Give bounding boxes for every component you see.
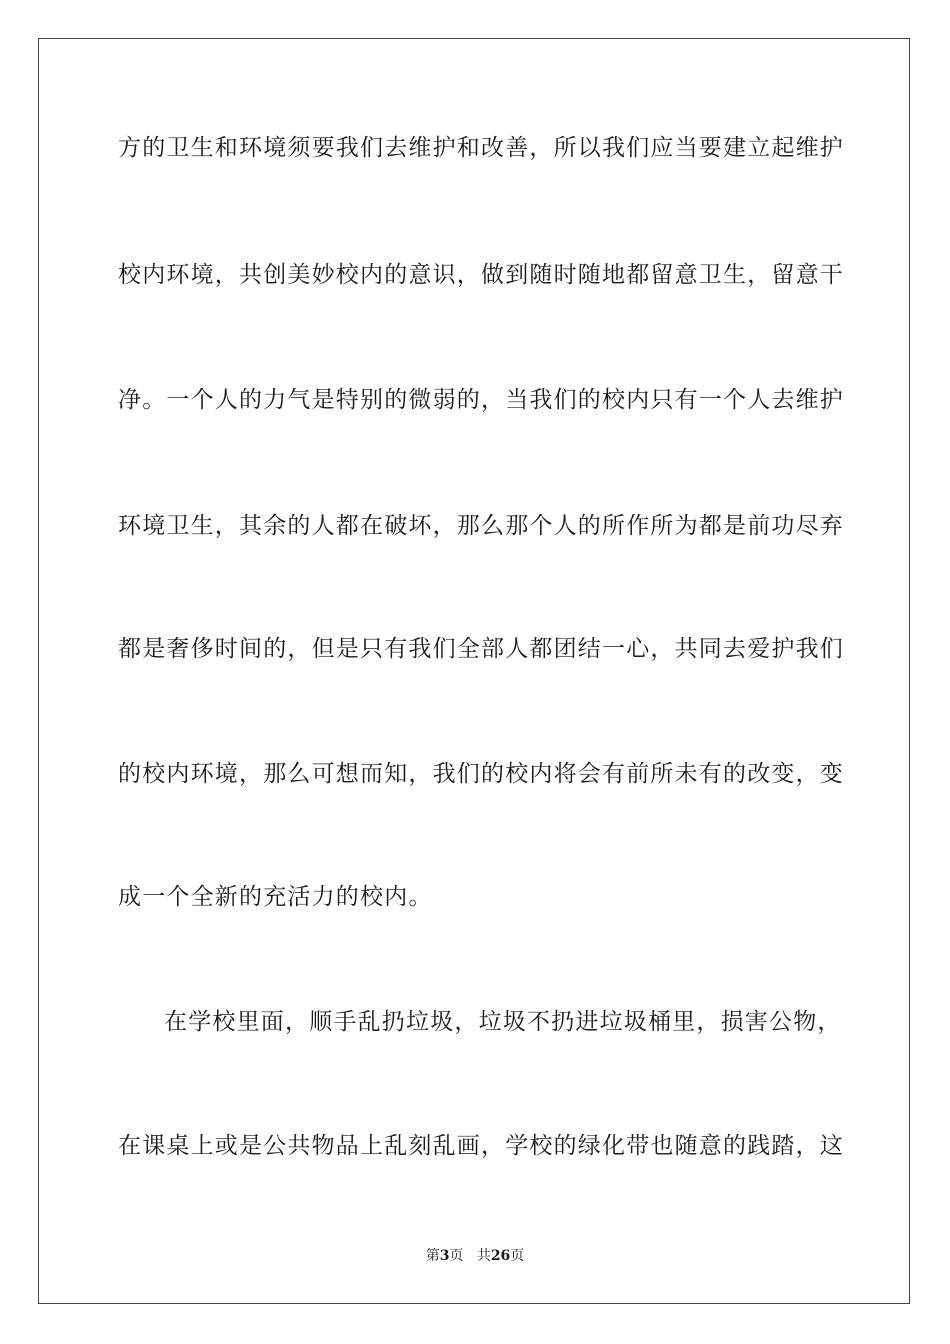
footer-page-number: 3 [439,1248,450,1264]
body-text-line-8: 在学校里面，顺手乱扔垃圾，垃圾不扔进垃圾桶里，损害公物， [164,1009,842,1035]
footer-page-suffix: 页 [449,1248,464,1264]
footer-total-suffix: 页 [510,1248,525,1264]
page-border [38,38,910,1304]
body-text-line-7: 成一个全新的充活力的校内。 [118,884,433,910]
body-text-line-2: 校内环境，共创美妙校内的意识，做到随时随地都留意卫生，留意干 [118,262,844,288]
body-text-line-1: 方的卫生和环境须要我们去维护和改善，所以我们应当要建立起维护 [118,135,844,161]
page-footer [0,1246,950,1266]
body-text-line-5: 都是奢侈时间的，但是只有我们全部人都团结一心，共同去爱护我们 [118,636,844,662]
body-text-line-9: 在课桌上或是公共物品上乱刻乱画，学校的绿化带也随意的践踏，这 [118,1133,844,1159]
body-text-line-3: 净。一个人的力气是特别的微弱的，当我们的校内只有一个人去维护 [118,387,844,413]
body-text-line-6: 的校内环境，那么可想而知，我们的校内将会有前所未有的改变，变 [118,761,844,787]
footer-total-prefix: 共 [476,1248,491,1264]
footer-page-prefix: 第 [425,1248,440,1264]
footer-total-pages: 26 [490,1248,511,1264]
body-text-line-4: 环境卫生，其余的人都在破坏，那么那个人的所作所为都是前功尽弃 [118,513,844,539]
